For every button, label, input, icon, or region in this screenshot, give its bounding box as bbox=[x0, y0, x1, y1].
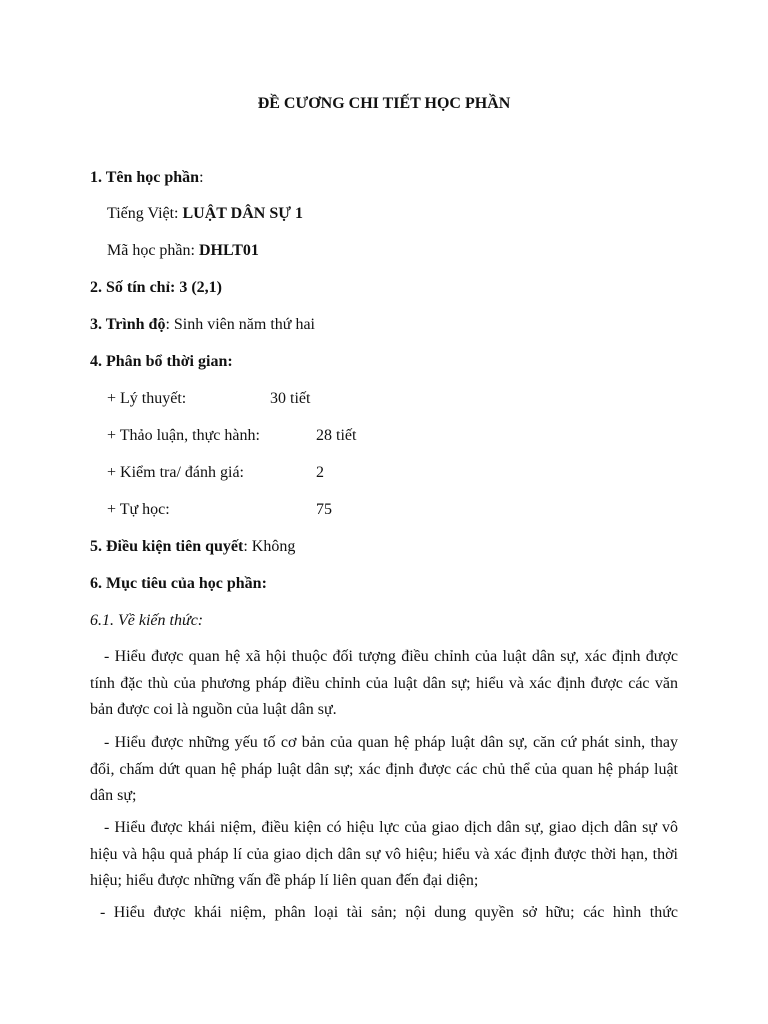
course-code-value: DHLT01 bbox=[198, 242, 259, 259]
section-4-heading: 4. Phân bổ thời gian: bbox=[90, 353, 233, 370]
section-1-label: 1. Tên học phần bbox=[90, 169, 200, 186]
section-1-colon: : bbox=[199, 169, 204, 186]
section-3-level bbox=[90, 315, 315, 335]
time-row-value: 2 bbox=[316, 464, 324, 481]
time-row-label: + Lý thuyết: bbox=[107, 390, 187, 407]
document-title: ĐỀ CƯƠNG CHI TIẾT HỌC PHẦN bbox=[257, 95, 511, 112]
section-3-value: : Sinh viên năm thứ hai bbox=[165, 316, 315, 333]
vietnamese-name-label: Tiếng Việt: bbox=[107, 205, 183, 222]
section-6-1-heading: 6.1. Về kiến thức: bbox=[90, 612, 204, 629]
time-row-label: + Tự học: bbox=[107, 501, 170, 518]
section-5-label: 5. Điều kiện tiên quyết bbox=[90, 538, 244, 555]
time-row-label: + Kiểm tra/ đánh giá: bbox=[107, 464, 244, 481]
section-5-prerequisite bbox=[90, 537, 295, 557]
section-5-value: : Không bbox=[243, 538, 296, 555]
paragraph-text: - Hiểu được những yếu tố cơ bản của quan hệ pháp luật dân sự, căn cứ phát sinh, thay đổi, chấm dứt quan hệ pháp luật dân sự; xác định được các chủ thể của quan hệ pháp luật dân sự; bbox=[90, 734, 678, 804]
paragraph-text: - Hiểu được khái niệm, phân loại tài sản; nội dung quyền sở hữu; các hình thức bbox=[100, 904, 678, 921]
time-row-label: + Thảo luận, thực hành: bbox=[107, 427, 260, 444]
time-row-value: 75 bbox=[316, 501, 332, 518]
section-1-heading bbox=[90, 168, 204, 188]
section-3-label: 3. Trình độ bbox=[90, 316, 166, 333]
vietnamese-name-line bbox=[107, 204, 303, 224]
paragraph-text: - Hiểu được quan hệ xã hội thuộc đối tượng điều chỉnh của luật dân sự, xác định được tính đặc thù của phương pháp điều chỉnh của luật dân sự; hiểu và xác định được các văn bản được coi là nguồn của luật dân sự. bbox=[90, 648, 678, 718]
knowledge-paragraph bbox=[90, 644, 678, 724]
section-2-credits: 2. Số tín chỉ: 3 (2,1) bbox=[90, 279, 222, 296]
vietnamese-name-value: LUẬT DÂN SỰ 1 bbox=[182, 205, 303, 222]
knowledge-paragraph bbox=[90, 815, 678, 895]
knowledge-paragraph bbox=[90, 900, 678, 927]
knowledge-paragraph bbox=[90, 730, 678, 810]
paragraph-text: - Hiểu được khái niệm, điều kiện có hiệu lực của giao dịch dân sự, giao dịch dân sự vô hiệu và hậu quả pháp lí của giao dịch dân sự vô hiệu; hiểu và xác định được thời hạn, thời hiệu; hiểu được những vấn đề pháp lí liên quan đến đại diện; bbox=[90, 819, 678, 889]
time-row-value: 30 tiết bbox=[270, 390, 311, 407]
section-6-heading: 6. Mục tiêu của học phần: bbox=[90, 575, 267, 592]
time-row-value: 28 tiết bbox=[316, 427, 357, 444]
course-code-label: Mã học phần: bbox=[107, 242, 199, 259]
course-code-line bbox=[107, 241, 259, 261]
